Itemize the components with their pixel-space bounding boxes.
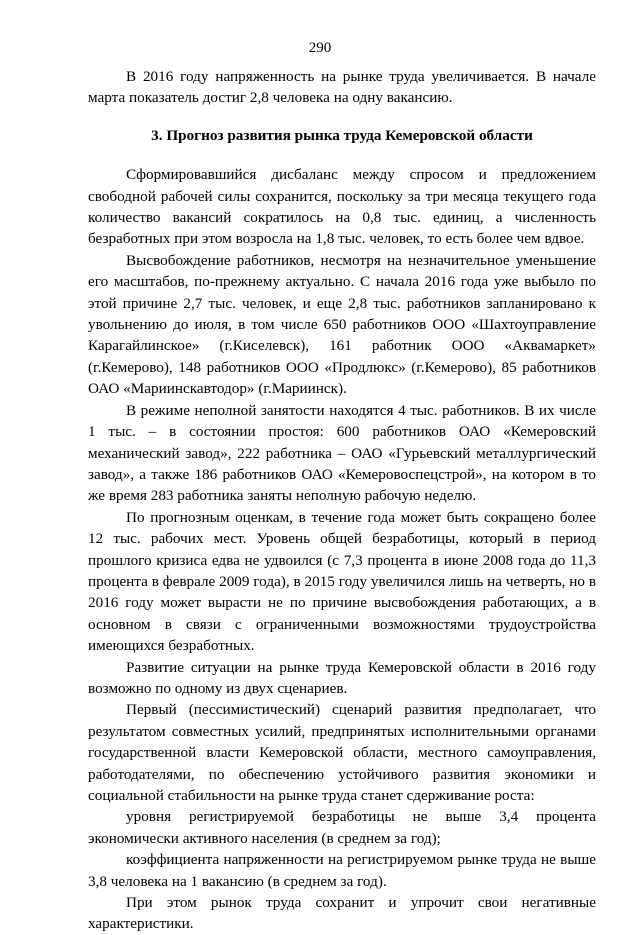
paragraph-layoffs: Высвобождение работников, несмотря на незначительное уменьшение его масштабов, по-прежнему актуально. С начала 2016 года уже выбыло по этой причине 2,7 тыс. человек, и еще 2,8 тыс. работников запланировано к увольнению до июля, в том числе 650 работников ООО «Шахтоуправление Карагайлинское» (г.Киселевск), 161 работник ООО «Аквамаркет» (г.Кемерово), 148 работников ООО «Продлюкс» (г.Кемерово), 85 работников ОАО «Мариинскавтодор» (г.Мариинск). <box>88 251 596 398</box>
paragraph-scenarios: Развитие ситуации на рынке труда Кемеровской области в 2016 году возможно по одному из двух сценариев. <box>88 658 596 697</box>
paragraph-pessimistic-scenario: Первый (пессимистический) сценарий развития предполагает, что результатом совместных усилий, предпринятых исполнительными органами государственной власти Кемеровской области, местного самоуправления, работодателями, по обеспечению устойчивого развития экономики и социальной стабильности на рынке труда станет сдерживание роста: <box>88 701 596 804</box>
paragraph-tension-coefficient: коэффициента напряженности на регистрируемом рынке труда не выше 3,8 человека на 1 вакансию (в среднем за год). <box>88 851 596 890</box>
paragraph-imbalance: Сформировавшийся дисбаланс между спросом и предложением свободной рабочей силы сохранится, поскольку за три месяца текущего года количество вакансий сократилось на 0,8 тыс. единиц, а численность безработных при этом возросла на 1,8 тыс. человек, то есть более чем вдвое. <box>88 166 596 248</box>
paragraph-negative-characteristics: При этом рынок труда сохранит и упрочит свои негативные характеристики. <box>88 894 596 933</box>
paragraph-unemployment-level: уровня регистрируемой безработицы не выше 3,4 процента экономически активного населения (в среднем за год); <box>88 808 596 847</box>
section-heading: 3. Прогноз развития рынка труда Кемеровской области <box>151 126 533 144</box>
body-text <box>88 66 596 935</box>
intro-paragraph: В 2016 году напряженность на рынке труда увеличивается. В начале марта показатель достиг 2,8 человека на одну вакансию. <box>88 68 596 107</box>
page-number: 290 <box>308 40 332 56</box>
paragraph-forecast: По прогнозным оценкам, в течение года может быть сокращено более 12 тыс. рабочих мест. Уровень общей безработицы, который в период прошлого кризиса едва не удвоился (с 7,3 процента в июне 2008 года до 11,3 процента в феврале 2009 года), в 2015 году увеличился лишь на четверть, но в 2016 году может вырасти не по причине высвобождения работающих, а в основном в связи с ограниченными возможностями трудоустройства имеющихся безработных. <box>88 508 596 655</box>
paragraph-part-time: В режиме неполной занятости находятся 4 тыс. работников. В их числе 1 тыс. – в состоянии простоя: 600 работников ОАО «Кемеровский механический завод», 222 работника – ОАО «Гурьевский металлургический завод», а также 186 работников ОАО «Кемеровоспецстрой», на котором в то же время 283 работника заняты неполную рабочую неделю. <box>88 401 596 505</box>
